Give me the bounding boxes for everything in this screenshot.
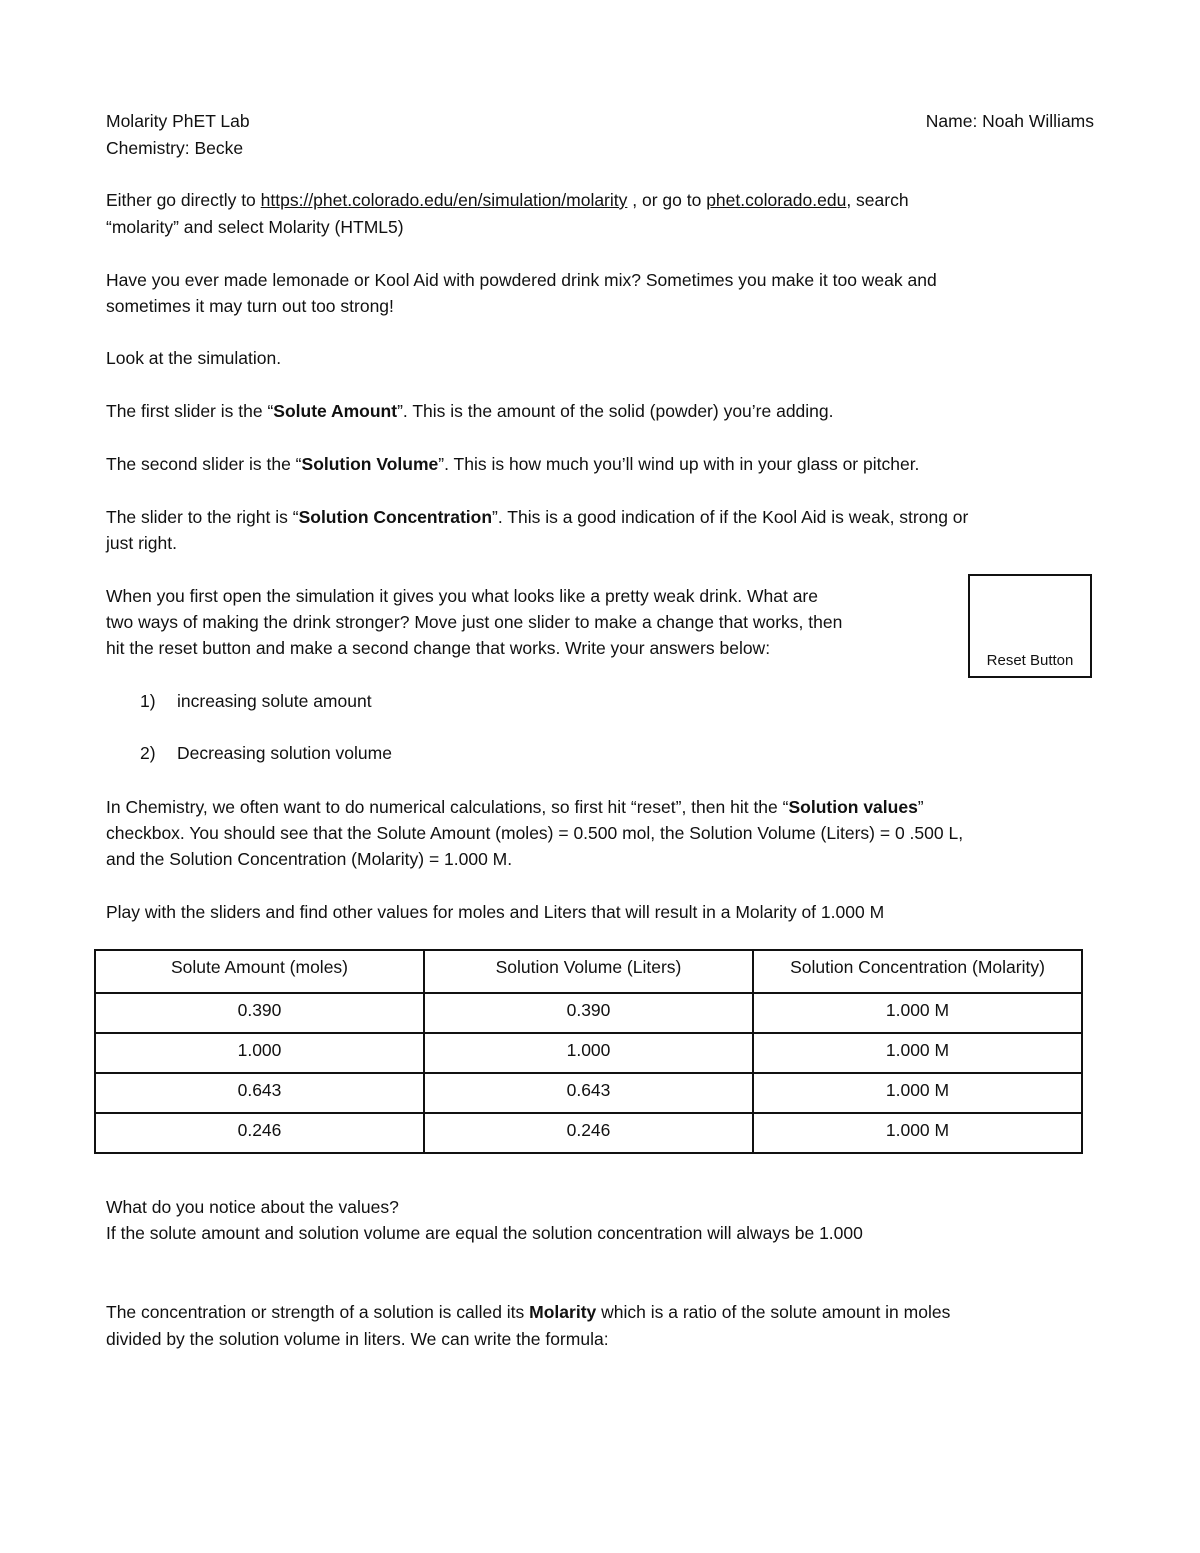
intro-text: , or go to	[627, 190, 707, 210]
text-segment: The second slider is the “	[106, 454, 302, 474]
molarity-table	[94, 949, 1083, 1154]
text-segment: ”. This is a good indication of if the Kool Aid is weak, strong or	[492, 507, 969, 527]
text-segment: The slider to the right is “	[106, 507, 299, 527]
numerical-line-2: checkbox. You should see that the Solute Amount (moles) = 0.500 mol, the Solution Volume (Liters) = 0 .500 L,	[106, 823, 964, 843]
molarity-line-1	[106, 1300, 950, 1324]
numerical-line-3: and the Solution Concentration (Molarity) = 1.000 M.	[106, 849, 513, 869]
table-header-row	[95, 950, 1082, 993]
second-slider-text	[106, 452, 919, 476]
table-row	[95, 993, 1082, 1033]
header-solute-amount: Solute Amount (moles)	[95, 950, 424, 993]
answer-2-number: 2)	[140, 743, 156, 763]
table-cell: 1.000 M	[753, 1073, 1082, 1113]
doc-subtitle: Chemistry: Becke	[106, 138, 244, 158]
lemonade-paragraph-line-1: Have you ever made lemonade or Kool Aid with powdered drink mix? Sometimes you make it too weak and	[106, 270, 937, 290]
molarity-line-2: divided by the solution volume in liters. We can write the formula:	[106, 1329, 609, 1349]
answer-1-number: 1)	[140, 691, 156, 711]
text-segment: ”. This is the amount of the solid (powder) you’re adding.	[397, 401, 834, 421]
intro-text: Either go directly to	[106, 190, 261, 210]
text-segment: In Chemistry, we often want to do numerical calculations, so first hit “reset”, then hit the “	[106, 797, 789, 817]
intro-paragraph-1	[106, 188, 909, 212]
bold-term: Molarity	[529, 1302, 597, 1322]
text-segment: ”	[917, 797, 924, 817]
question-1-line-2: two ways of making the drink stronger? Move just one slider to make a change that works, then	[106, 612, 843, 632]
first-slider-text	[106, 399, 834, 423]
numerical-line-1	[106, 795, 924, 819]
right-slider-text	[106, 505, 968, 529]
table-cell: 0.246	[424, 1113, 753, 1153]
doc-title: Molarity PhET Lab	[106, 111, 250, 131]
table-row	[95, 1113, 1082, 1153]
table-cell: 1.000	[424, 1033, 753, 1073]
table-cell: 1.000 M	[753, 1033, 1082, 1073]
header-solution-volume: Solution Volume (Liters)	[424, 950, 753, 993]
intro-paragraph-1-line-2: “molarity” and select Molarity (HTML5)	[106, 217, 404, 237]
table-cell: 0.390	[424, 993, 753, 1033]
table-row	[95, 1033, 1082, 1073]
table-cell: 0.390	[95, 993, 424, 1033]
student-name: Name: Noah Williams	[925, 111, 1094, 131]
bold-term: Solution values	[788, 797, 918, 817]
notice-answer: If the solute amount and solution volume are equal the solution concentration will always be 1.000	[106, 1223, 863, 1243]
question-1-line-1: When you first open the simulation it gives you what looks like a pretty weak drink. What are	[106, 586, 818, 606]
phet-home-link[interactable]: phet.colorado.edu	[706, 190, 847, 210]
phet-molarity-link[interactable]: https://phet.colorado.edu/en/simulation/molarity	[260, 190, 628, 210]
answer-1-text: increasing solute amount	[177, 691, 372, 711]
table-cell: 0.643	[424, 1073, 753, 1113]
table-row	[95, 1073, 1082, 1113]
intro-text: , search	[846, 190, 909, 210]
bold-term: Solute Amount	[273, 401, 398, 421]
text-segment: The concentration or strength of a solution is called its	[106, 1302, 530, 1322]
table-cell: 0.643	[95, 1073, 424, 1113]
reset-button-image-box	[968, 574, 1092, 678]
question-1-line-3: hit the reset button and make a second change that works. Write your answers below:	[106, 638, 771, 658]
reset-button-label: Reset Button	[986, 652, 1074, 669]
play-instructions: Play with the sliders and find other values for moles and Liters that will result in a Molarity of 1.000 M	[106, 902, 885, 922]
text-segment: ”. This is how much you’ll wind up with in your glass or pitcher.	[438, 454, 920, 474]
bold-term: Solution Concentration	[298, 507, 493, 527]
text-segment: The first slider is the “	[106, 401, 274, 421]
right-slider-text-line-2: just right.	[106, 533, 177, 553]
look-simulation-text: Look at the simulation.	[106, 348, 282, 368]
text-segment: which is a ratio of the solute amount in moles	[596, 1302, 951, 1322]
lemonade-paragraph-line-2: sometimes it may turn out too strong!	[106, 296, 394, 316]
table-cell: 1.000 M	[753, 993, 1082, 1033]
notice-question: What do you notice about the values?	[106, 1197, 399, 1217]
bold-term: Solution Volume	[301, 454, 439, 474]
table-cell: 1.000	[95, 1033, 424, 1073]
answer-2-text: Decreasing solution volume	[177, 743, 392, 763]
header-solution-concentration: Solution Concentration (Molarity)	[753, 950, 1082, 993]
table-cell: 1.000 M	[753, 1113, 1082, 1153]
table-cell: 0.246	[95, 1113, 424, 1153]
